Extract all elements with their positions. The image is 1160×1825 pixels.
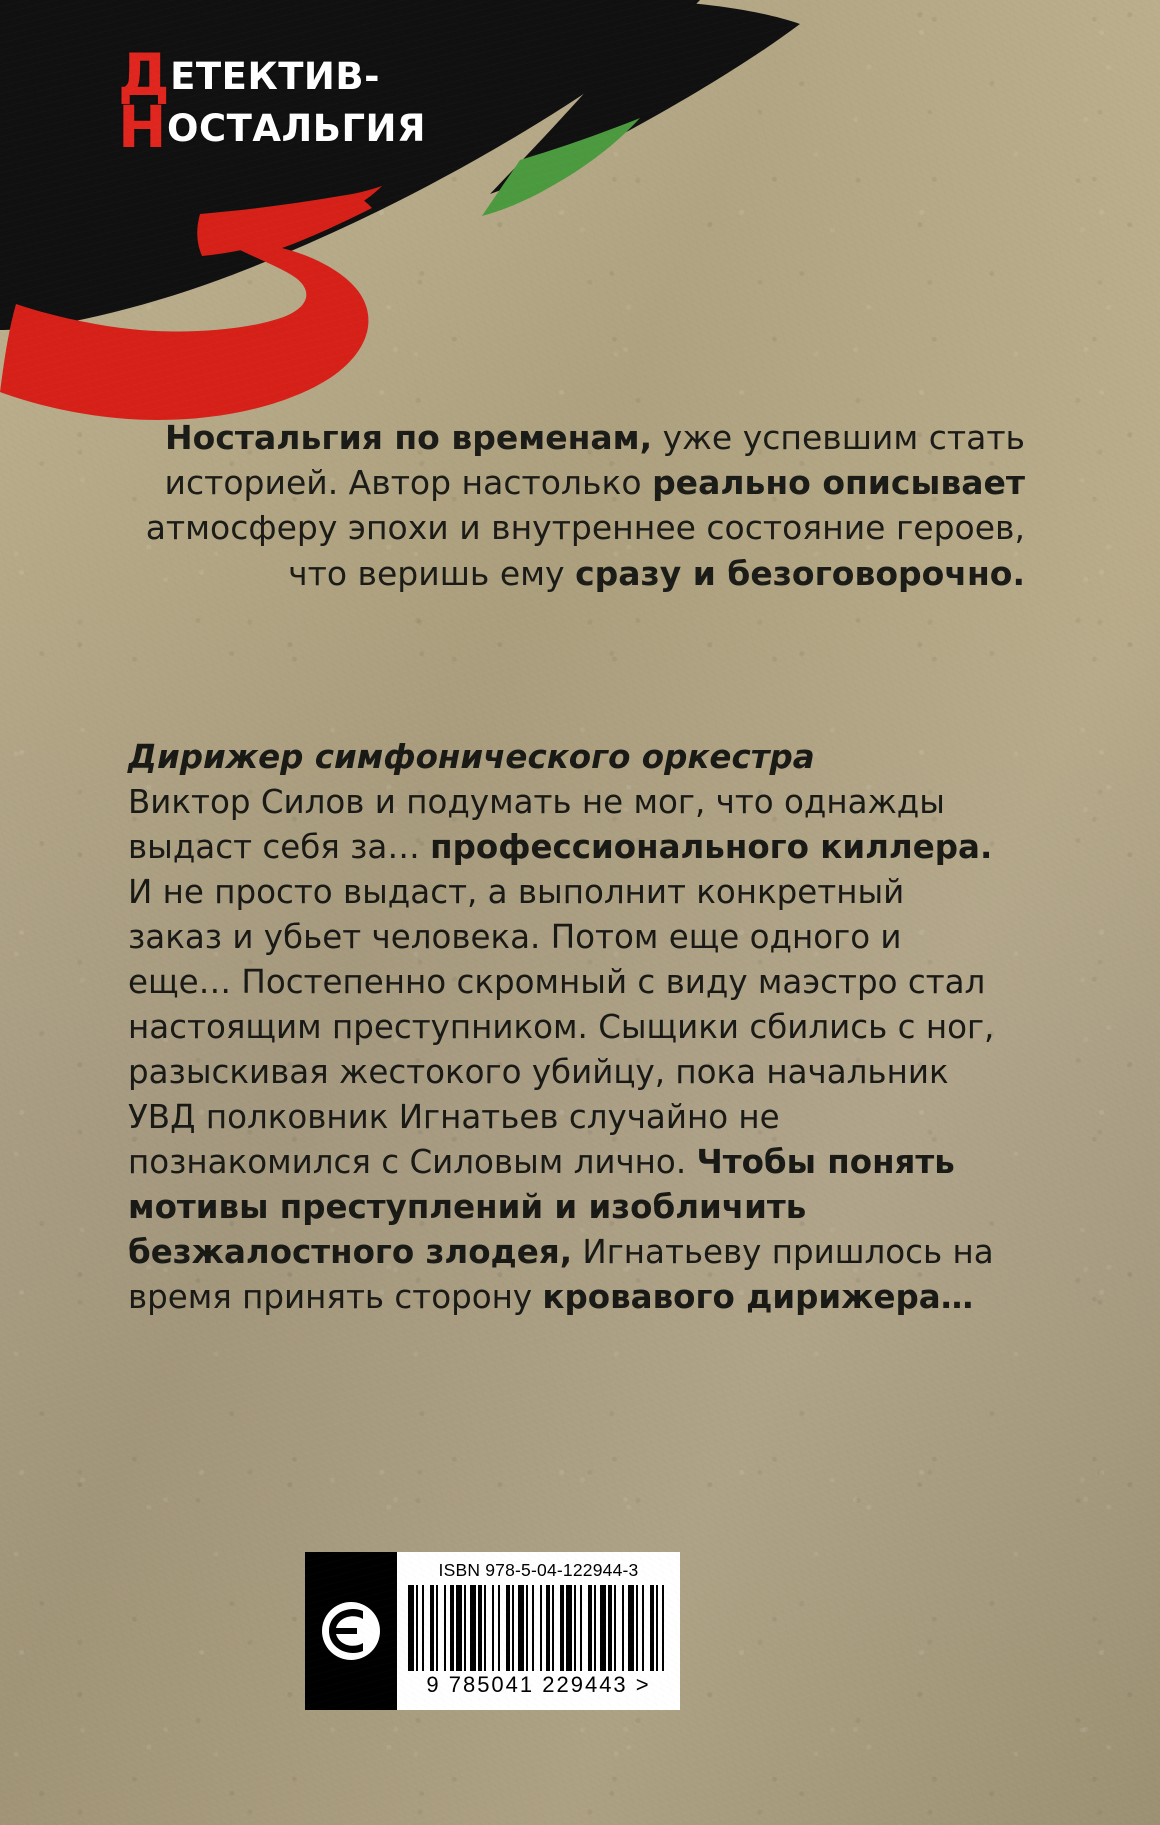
blurb-bold-3: сразу и безоговорочно. [575, 553, 1025, 593]
publisher-logo [305, 1552, 397, 1710]
isbn-label: ISBN 978-5-04-122944-3 [438, 1560, 639, 1580]
series-line-1 [118, 41, 426, 109]
series-text-2: ОСТАЛЬГИЯ [167, 107, 426, 151]
blurb-bold-1: Ностальгия по временам, [165, 418, 653, 457]
barcode-block [305, 1552, 680, 1710]
synopsis-text-1: Виктор Силов и подумать не мог, что однажды выдаст себя за… [128, 783, 945, 866]
series-line-2 [118, 93, 426, 162]
barcode-bars [407, 1585, 670, 1671]
synopsis-text-3: Игнатьеву пришлось на время принять сторону [128, 1233, 994, 1316]
blurb-bold-2: реально описывает [652, 463, 1025, 503]
series-text-1: ЕТЕКТИВ- [170, 55, 380, 98]
blurb-text-1: уже успевшим стать историей. Автор настолько [164, 418, 1025, 503]
synopsis-lead: Дирижер симфонического оркестра [128, 738, 815, 776]
series-cap-2: Н [118, 93, 168, 162]
blurb-paragraph [120, 415, 1025, 596]
series-cap-1: Д [118, 41, 171, 109]
synopsis-bold-3: кровавого дирижера… [542, 1278, 974, 1316]
barcode-area [397, 1552, 680, 1710]
synopsis-bold-1: профессионального киллера. [430, 828, 993, 866]
blurb-text-2: атмосферу эпохи и внутреннее состояние героев, что веришь ему [145, 508, 1025, 593]
synopsis-bold-2: Чтобы понять мотивы преступлений и изобличить безжалостного злодея, [128, 1143, 955, 1271]
eksmo-logo-icon [319, 1599, 383, 1663]
barcode-digits: 9 785041 229443 > [426, 1672, 651, 1697]
synopsis-paragraph [128, 735, 1008, 1320]
synopsis-text-2: И не просто выдаст, а выполнит конкретный заказ и убьет человека. Потом еще одного и еще… Постепенно скромный с виду маэстро стал настоящим преступником. Сыщики сбились с ног, разыскивая жестокого убийцу, пока начальник УВД полковник Игнатьев случайно не познакомился с Силовым лично. [128, 873, 995, 1181]
series-badge [118, 41, 426, 162]
